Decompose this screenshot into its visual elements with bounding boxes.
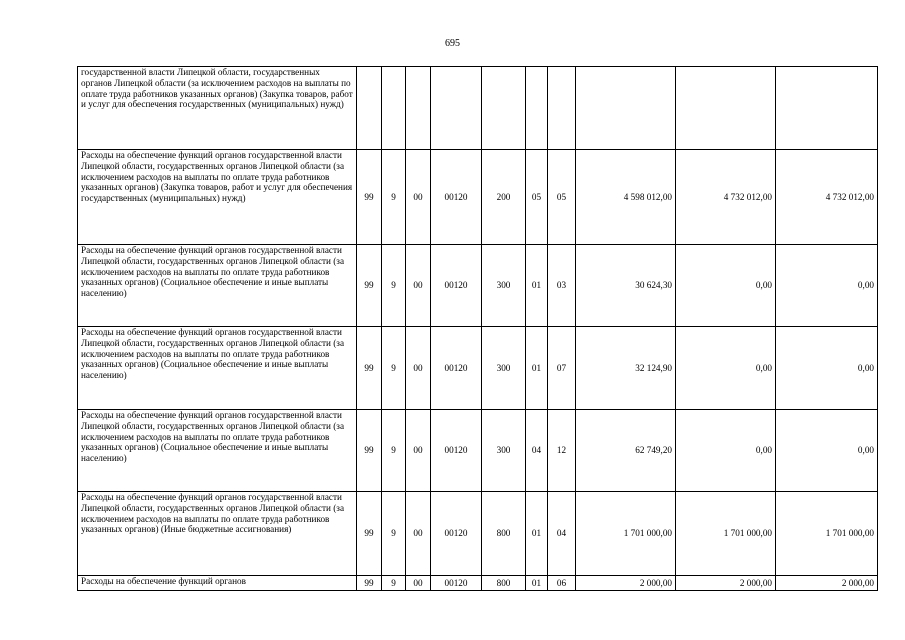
subprogram-code-cell: 9: [382, 327, 406, 410]
subsection-cell: 05: [548, 150, 576, 245]
section-cell: 01: [526, 576, 548, 591]
section-cell: 05: [526, 150, 548, 245]
direction-code-cell: 00120: [431, 410, 482, 492]
page-number: 695: [445, 38, 460, 49]
amount-year-3: 0,00: [776, 327, 878, 410]
program-code-cell: 99: [357, 576, 382, 591]
amount-year-3: 0,00: [776, 410, 878, 492]
amount-year-3: [776, 67, 878, 150]
amount-year-2: 1 701 000,00: [676, 492, 776, 576]
section-cell: 01: [526, 245, 548, 327]
program-code-cell: 99: [357, 150, 382, 245]
subsection-cell: 07: [548, 327, 576, 410]
amount-year-1: 4 598 012,00: [576, 150, 676, 245]
subsection-cell: 03: [548, 245, 576, 327]
amount-year-2: 0,00: [676, 245, 776, 327]
amount-year-2: 0,00: [676, 410, 776, 492]
amount-year-1: 30 624,30: [576, 245, 676, 327]
expense-type-cell: 200: [482, 150, 526, 245]
program-code-cell: 99: [357, 492, 382, 576]
amount-year-2: 4 732 012,00: [676, 150, 776, 245]
subprogram-code-cell: 9: [382, 492, 406, 576]
event-code-cell: 00: [406, 492, 431, 576]
program-code-cell: 99: [357, 245, 382, 327]
direction-code-cell: [431, 67, 482, 150]
amount-year-2: 2 000,00: [676, 576, 776, 591]
program-code-cell: 99: [357, 410, 382, 492]
amount-year-2: 0,00: [676, 327, 776, 410]
row-description: Расходы на обеспечение функций органов государственной власти Липецкой области, государственных органов Липецкой области (за исключением расходов на выплаты по оплате труда работников указанных органов) (Социальное обеспечение и иные выплаты населению): [78, 245, 357, 327]
event-code-cell: 00: [406, 150, 431, 245]
section-cell: 01: [526, 327, 548, 410]
table-row: [78, 576, 878, 591]
amount-year-2: [676, 67, 776, 150]
direction-code-cell: 00120: [431, 492, 482, 576]
direction-code-cell: 00120: [431, 245, 482, 327]
amount-year-1: 32 124,90: [576, 327, 676, 410]
direction-code-cell: 00120: [431, 150, 482, 245]
event-code-cell: 00: [406, 410, 431, 492]
amount-year-1: 1 701 000,00: [576, 492, 676, 576]
subsection-cell: [548, 67, 576, 150]
event-code-cell: [406, 67, 431, 150]
subsection-cell: 04: [548, 492, 576, 576]
section-cell: 04: [526, 410, 548, 492]
table-row: [78, 410, 878, 492]
direction-code-cell: 00120: [431, 576, 482, 591]
amount-year-3: 0,00: [776, 245, 878, 327]
expense-type-cell: 300: [482, 245, 526, 327]
row-description: Расходы на обеспечение функций органов государственной власти Липецкой области, государственных органов Липецкой области (за исключением расходов на выплаты по оплате труда работников указанных органов) (Социальное обеспечение и иные выплаты населению): [78, 327, 357, 410]
expense-type-cell: 800: [482, 492, 526, 576]
subprogram-code-cell: 9: [382, 576, 406, 591]
row-description: Расходы на обеспечение функций органов государственной власти Липецкой области, государственных органов Липецкой области (за исключением расходов на выплаты по оплате труда работников указанных органов) (Социальное обеспечение и иные выплаты населению): [78, 410, 357, 492]
table-row: [78, 150, 878, 245]
subprogram-code-cell: 9: [382, 150, 406, 245]
expense-type-cell: [482, 67, 526, 150]
event-code-cell: 00: [406, 245, 431, 327]
subprogram-code-cell: 9: [382, 245, 406, 327]
amount-year-1: [576, 67, 676, 150]
budget-table: [77, 66, 878, 591]
expense-type-cell: 300: [482, 410, 526, 492]
row-description: государственной власти Липецкой области, государственных органов Липецкой области (за исключением расходов на выплаты по оплате труда работников указанных органов) (Закупка товаров, работ и услуг для обеспечения государственных (муниципальных) нужд): [78, 67, 357, 150]
program-code-cell: [357, 67, 382, 150]
amount-year-3: 1 701 000,00: [776, 492, 878, 576]
amount-year-3: 4 732 012,00: [776, 150, 878, 245]
amount-year-3: 2 000,00: [776, 576, 878, 591]
subprogram-code-cell: 9: [382, 410, 406, 492]
expense-type-cell: 800: [482, 576, 526, 591]
amount-year-1: 2 000,00: [576, 576, 676, 591]
table-row: [78, 492, 878, 576]
subsection-cell: 12: [548, 410, 576, 492]
direction-code-cell: 00120: [431, 327, 482, 410]
table-row: [78, 245, 878, 327]
event-code-cell: 00: [406, 576, 431, 591]
section-cell: [526, 67, 548, 150]
row-description: Расходы на обеспечение функций органов: [78, 576, 357, 591]
section-cell: 01: [526, 492, 548, 576]
subprogram-code-cell: [382, 67, 406, 150]
subsection-cell: 06: [548, 576, 576, 591]
table-row: [78, 67, 878, 150]
amount-year-1: 62 749,20: [576, 410, 676, 492]
event-code-cell: 00: [406, 327, 431, 410]
table-row: [78, 327, 878, 410]
row-description: Расходы на обеспечение функций органов государственной власти Липецкой области, государственных органов Липецкой области (за исключением расходов на выплаты по оплате труда работников указанных органов) (Закупка товаров, работ и услуг для обеспечения государственных (муниципальных) нужд): [78, 150, 357, 245]
program-code-cell: 99: [357, 327, 382, 410]
row-description: Расходы на обеспечение функций органов государственной власти Липецкой области, государственных органов Липецкой области (за исключением расходов на выплаты по оплате труда работников указанных органов) (Иные бюджетные ассигнования): [78, 492, 357, 576]
expense-type-cell: 300: [482, 327, 526, 410]
